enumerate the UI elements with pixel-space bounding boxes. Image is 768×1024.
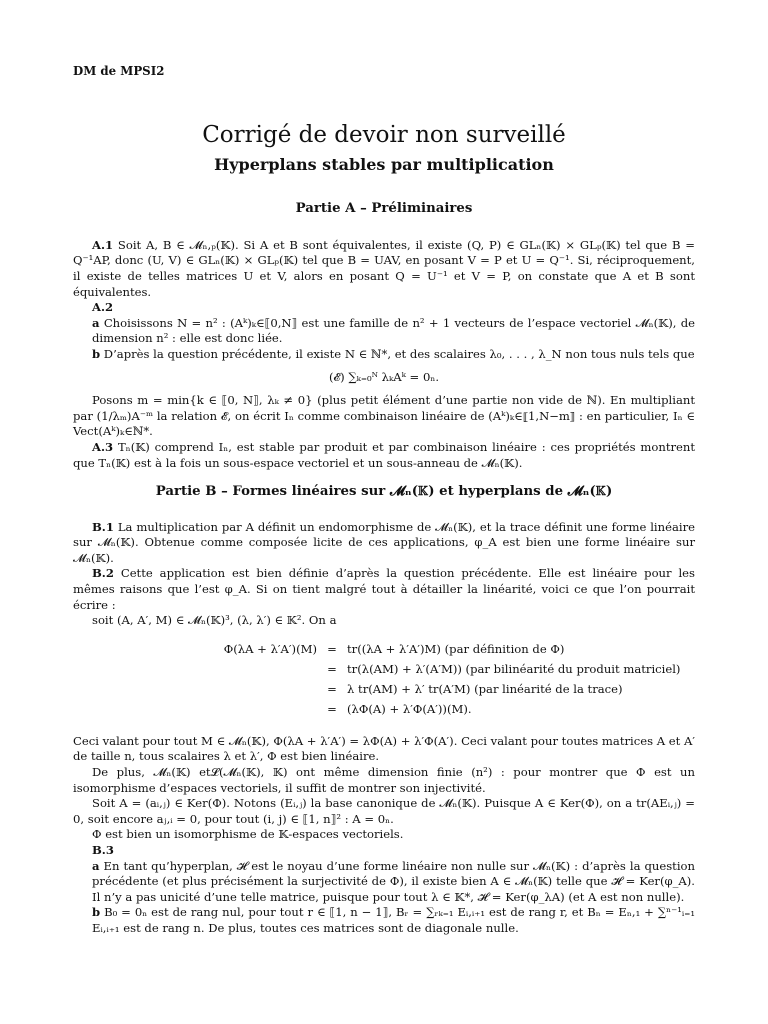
- equation-rhs: tr((λA + λ′A′)M) (par définition de Φ): [347, 642, 565, 657]
- equation-lhs: Φ(λA + λ′A′)(M): [223, 642, 317, 657]
- equation-row: [143, 640, 695, 660]
- question-a2a: [73, 316, 695, 347]
- paragraph-a2-after: Posons m = min{k ∈ ⟦0, N⟧, λₖ ≠ 0} (plus petit élément d’une partie non vide de ℕ). En multipliant par (1/λₘ)A⁻ᵐ la relation 𝓔, on écrit Iₙ comme combinaison linéaire de (Aᵏ)ₖ∈⟦1,N−m⟧ : en particulier, Iₙ ∈ Vect(Aᵏ)ₖ∈ℕ*.: [73, 393, 695, 439]
- subquestion-label: a: [92, 315, 100, 330]
- question-label: A.3: [92, 439, 114, 454]
- question-text: Soit A, B ∈ 𝓜ₙ,ₚ(𝕂). Si A et B sont équivalentes, il existe (Q, P) ∈ GLₙ(𝕂) × GLₚ(𝕂) tel que B = Q⁻¹AP, donc (U, V) ∈ GLₙ(𝕂) × GLₚ(𝕂) tel que B = UAV, en posant V = P et U = Q⁻¹. Si, réciproquement, il existe de telles matrices U et V, alors en posant Q = U⁻¹ et V = P, on constate que A et B sont équivalentes.: [73, 237, 695, 299]
- subquestion-text: Choisissons N = n² : (Aᵏ)ₖ∈⟦0,N⟧ est une famille de n² + 1 vecteurs de l’espace vectoriel 𝓜ₙ(𝕂), de dimension n² : elle est donc liée.: [92, 315, 695, 346]
- paragraph-b2-p4: Φ est bien un isomorphisme de 𝕂-espaces vectoriels.: [92, 827, 404, 842]
- question-b2: [73, 566, 695, 613]
- question-a2-heading: [73, 300, 695, 316]
- paragraph-b2-p1: Ceci valant pour tout M ∈ 𝓜ₙ(𝕂), Φ(λA + λ′A′) = λΦ(A) + λ′Φ(A′). Ceci valant pour toutes matrices A et A′ de taille n, tous scalaires λ et λ′, Φ est bien linéaire.: [73, 733, 696, 764]
- subquestion-label: b: [92, 346, 101, 361]
- equation-e: (𝓔) ∑ₖ₌₀ᴺ λₖAᵏ = 0ₙ.: [328, 369, 440, 384]
- part-a-heading: Partie A – Préliminaires: [295, 201, 473, 217]
- question-label: B.2: [92, 566, 114, 581]
- question-text: Cette application est bien définie d’après la question précédente. Elle est linéaire pour les mêmes raisons que l’est φ_A. Si on tient malgré tout à détailler la linéarité, voici ce que l’on pourrait écrire :: [73, 566, 695, 612]
- paragraph-b2-p3: Soit A = (aᵢ,ⱼ) ∈ Ker(Φ). Notons (Eᵢ,ⱼ) la base canonique de 𝓜ₙ(𝕂). Puisque A ∈ Ker(Φ), on a tr(AEᵢ,ⱼ) = 0, soit encore aⱼ,ᵢ = 0, pour tout (i, j) ∈ ⟦1, n⟧² : A = 0ₙ.: [73, 796, 695, 826]
- question-a1: [73, 238, 695, 300]
- equation-relation: =: [327, 702, 337, 717]
- question-a2b: [73, 347, 695, 363]
- paragraph-b2-p2: De plus, 𝓜ₙ(𝕂) et𝓛(𝓜ₙ(𝕂), 𝕂) ont même dimension finie (n²) : pour montrer que Φ est un isomorphisme d’espaces vectoriels, il suffit de montrer son injectivité.: [73, 765, 695, 795]
- question-b1: [73, 520, 695, 567]
- equation-row: [143, 680, 695, 700]
- equation-relation: =: [327, 662, 337, 677]
- equation-relation: =: [327, 682, 337, 697]
- question-label: B.3: [92, 843, 114, 857]
- aligned-equations: [143, 640, 695, 720]
- document-subtitle: Hyperplans stables par multiplication: [214, 154, 554, 174]
- paragraph-b2-soit: soit (A, A′, M) ∈ 𝓜ₙ(𝕂)³, (λ, λ′) ∈ 𝕂². On a: [92, 613, 337, 628]
- document-header: DM de MPSI2: [73, 64, 165, 78]
- question-b3b: [73, 905, 695, 936]
- part-b-heading: Partie B – Formes linéaires sur 𝓜ₙ(𝕂) et hyperplans de 𝓜ₙ(𝕂): [155, 484, 613, 500]
- subquestion-label: b: [92, 905, 101, 920]
- equation-rhs: (λΦ(A) + λ′Φ(A′))(M).: [347, 702, 472, 717]
- subquestion-text: D’après la question précédente, il existe N ∈ ℕ*, et des scalaires λ₀, . . . , λ_N non tous nuls tels que: [103, 346, 695, 361]
- subquestion-label: a: [92, 858, 100, 873]
- equation-row: [143, 660, 695, 680]
- document-title: Corrigé de devoir non surveillé: [202, 121, 566, 148]
- question-label: A.1: [92, 237, 114, 252]
- question-a3: [73, 440, 695, 471]
- subquestion-text: B₀ = 0ₙ est de rang nul, pour tout r ∈ ⟦1, n − 1⟧, Bᵣ = ∑ᵣₖ₌₁ Eᵢ,ᵢ₊₁ est de rang r, et Bₙ = Eₙ,₁ + ∑ⁿ⁻¹ᵢ₌₁ Eᵢ,ᵢ₊₁ est de rang n. De plus, toutes ces matrices sont de diagonale nulle.: [92, 905, 695, 935]
- question-b3a: [73, 859, 695, 906]
- question-text: Tₙ(𝕂) comprend Iₙ, est stable par produit et par combinaison linéaire : ces propriétés montrent que Tₙ(𝕂) est à la fois un sous-espace vectoriel et un sous-anneau de 𝓜ₙ(𝕂).: [73, 439, 696, 470]
- question-text: La multiplication par A définit un endomorphisme de 𝓜ₙ(𝕂), et la trace définit une forme linéaire sur 𝓜ₙ(𝕂). Obtenue comme composée licite de ces applications, φ_A est bien une forme linéaire sur 𝓜ₙ(𝕂).: [73, 519, 695, 565]
- question-b3-heading: [73, 843, 695, 859]
- question-label: B.1: [92, 519, 114, 534]
- equation-rhs: tr(λ(AM) + λ′(A′M)) (par bilinéarité du produit matriciel): [347, 662, 681, 677]
- equation-row: [143, 700, 695, 720]
- equation-relation: =: [327, 642, 337, 657]
- equation-rhs: λ tr(AM) + λ′ tr(A′M) (par linéarité de la trace): [347, 682, 623, 697]
- question-label: A.2: [92, 300, 114, 315]
- subquestion-text: En tant qu’hyperplan, 𝓗 est le noyau d’une forme linéaire non nulle sur 𝓜ₙ(𝕂) : d’après la question précédente (et plus précisément la surjectivité de Φ), il existe bien A ∈ 𝓜ₙ(𝕂) telle que 𝓗 = Ker(φ_A). Il n’y a pas unicité d’une telle matrice, puisque pour tout λ ∈ 𝕂*, 𝓗 = Ker(φ_λA) (et A est non nulle).: [92, 858, 695, 904]
